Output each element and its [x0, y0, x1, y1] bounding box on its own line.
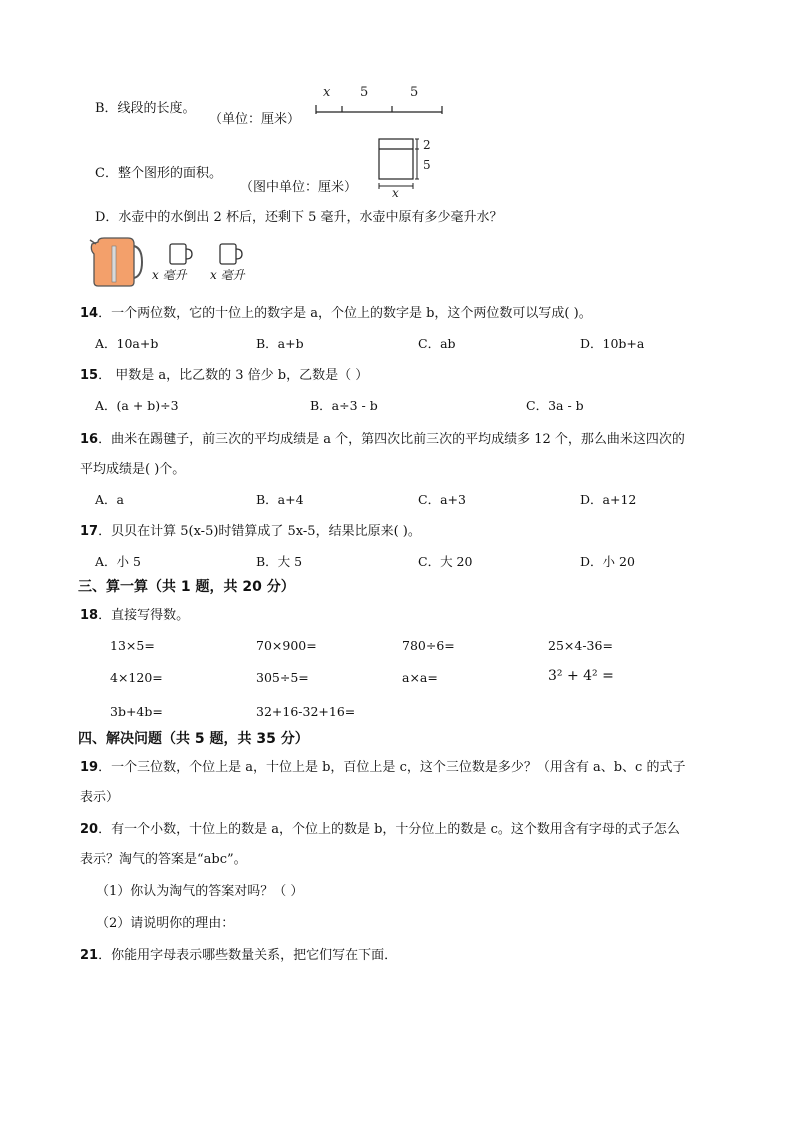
question-number: 20: [80, 822, 99, 837]
option-d-text: D．水壶中的水倒出 2 杯后，还剩下 5 毫升，水壶中原有多少毫升水？: [95, 210, 503, 225]
question-number: 21: [80, 948, 99, 963]
question-20-sub1: （1）你认为淘气的答案对吗？（ ）: [96, 884, 304, 899]
calc-item: 3b+4b=: [110, 704, 163, 719]
question-number: 17: [80, 524, 99, 539]
rectangle-figure: [372, 136, 438, 198]
segment-figure: [314, 82, 446, 118]
q17-option-c[interactable]: C．大 20: [418, 554, 473, 569]
segment-label-5b: 5: [410, 85, 419, 100]
q15-option-a[interactable]: A．(a + b)÷3: [95, 398, 179, 413]
q17-option-b[interactable]: B．大 5: [256, 554, 303, 569]
question-16-line2: 平均成绩是( )个。: [80, 462, 186, 477]
question-19-line2: 表示）: [80, 790, 120, 805]
question-number: 19: [80, 760, 99, 775]
q16-option-c[interactable]: C．a+3: [418, 492, 466, 507]
kettle-icon: [88, 236, 144, 288]
question-text: ．你能用字母表示哪些数量关系，把它们写在下面．: [98, 948, 398, 963]
q14-option-c[interactable]: C．ab: [418, 336, 456, 351]
question-text: ．有一个小数，十位上的数是 a，个位上的数是 b，十分位上的数是 c。这个数用含有字母的式子怎么: [98, 822, 680, 837]
question-20-sub2: （2）请说明你的理由：: [96, 916, 235, 931]
q14-option-b[interactable]: B．a+b: [256, 336, 304, 351]
question-text: ．直接写得数。: [98, 608, 190, 623]
section-3-title: 三、算一算（共 1 题，共 20 分）: [78, 579, 295, 595]
question-19: [80, 756, 685, 775]
calc-item: 70×900=: [256, 638, 317, 653]
segment-label-5a: 5: [360, 85, 369, 100]
q14-option-a[interactable]: A．10a+b: [95, 336, 159, 351]
question-text: ． 甲数是 a，比乙数的 3 倍少 b，乙数是（ ）: [98, 368, 369, 383]
question-16: [80, 428, 685, 447]
calc-item: 780÷6=: [402, 638, 455, 653]
question-text: ．贝贝在计算 5(x-5)时错算成了 5x-5，结果比原来( )。: [98, 524, 421, 539]
question-text: ．曲米在踢毽子，前三次的平均成绩是 a 个，第四次比前三次的平均成绩多 12 个，那么曲米这四次的: [98, 432, 685, 447]
calc-item: 25×4-36=: [548, 638, 613, 653]
rect-label-5: 5: [423, 158, 431, 172]
calc-item: 32+16-32+16=: [256, 704, 356, 719]
rect-label-x: x: [392, 186, 399, 198]
question-text: ．一个两位数，它的十位上的数字是 a，个位上的数字是 b，这个两位数可以写成( )。: [98, 306, 592, 321]
rect-label-2: 2: [423, 138, 431, 152]
option-b-text: B．线段的长度。: [95, 101, 196, 116]
question-number: 15: [80, 368, 99, 383]
q16-option-a[interactable]: A．a: [95, 492, 124, 507]
question-17: [80, 520, 421, 539]
cup-caption-1: x 毫升: [152, 268, 187, 282]
calc-item: a×a=: [402, 670, 438, 685]
question-20-line2: 表示？淘气的答案是“abc”。: [80, 852, 247, 867]
q15-option-c[interactable]: C．3a - b: [526, 398, 584, 413]
cup-caption-2: x 毫升: [210, 268, 245, 282]
section-4-title: 四、解决问题（共 5 题，共 35 分）: [78, 731, 309, 747]
question-20: [80, 818, 680, 837]
question-number: 18: [80, 608, 99, 623]
calc-item: 3² + 4² =: [548, 668, 614, 684]
question-21: [80, 944, 397, 963]
cup-icon-1: [168, 242, 194, 266]
q16-option-d[interactable]: D．a+12: [580, 492, 637, 507]
q16-option-b[interactable]: B．a+4: [256, 492, 304, 507]
q17-option-a[interactable]: A．小 5: [95, 554, 141, 569]
calc-item: 305÷5=: [256, 670, 309, 685]
cup-icon-2: [218, 242, 244, 266]
calc-item: 13×5=: [110, 638, 155, 653]
question-14: [80, 302, 592, 321]
q17-option-d[interactable]: D．小 20: [580, 554, 635, 569]
question-number: 14: [80, 306, 99, 321]
question-text: ．一个三位数，个位上是 a，十位上是 b，百位上是 c，这个三位数是多少？（用含有 a、b、c 的式子: [98, 760, 686, 775]
option-c-text: C．整个图形的面积。: [95, 166, 222, 181]
question-15: [80, 364, 368, 383]
question-number: 16: [80, 432, 99, 447]
q15-option-b[interactable]: B．a÷3 - b: [310, 398, 378, 413]
calc-item: 4×120=: [110, 670, 163, 685]
option-c-unit: （图中单位：厘米）: [240, 180, 358, 195]
option-b-unit: （单位：厘米）: [209, 112, 301, 127]
question-18: [80, 604, 189, 623]
segment-label-x: x: [323, 85, 331, 100]
q14-option-d[interactable]: D．10b+a: [580, 336, 645, 351]
